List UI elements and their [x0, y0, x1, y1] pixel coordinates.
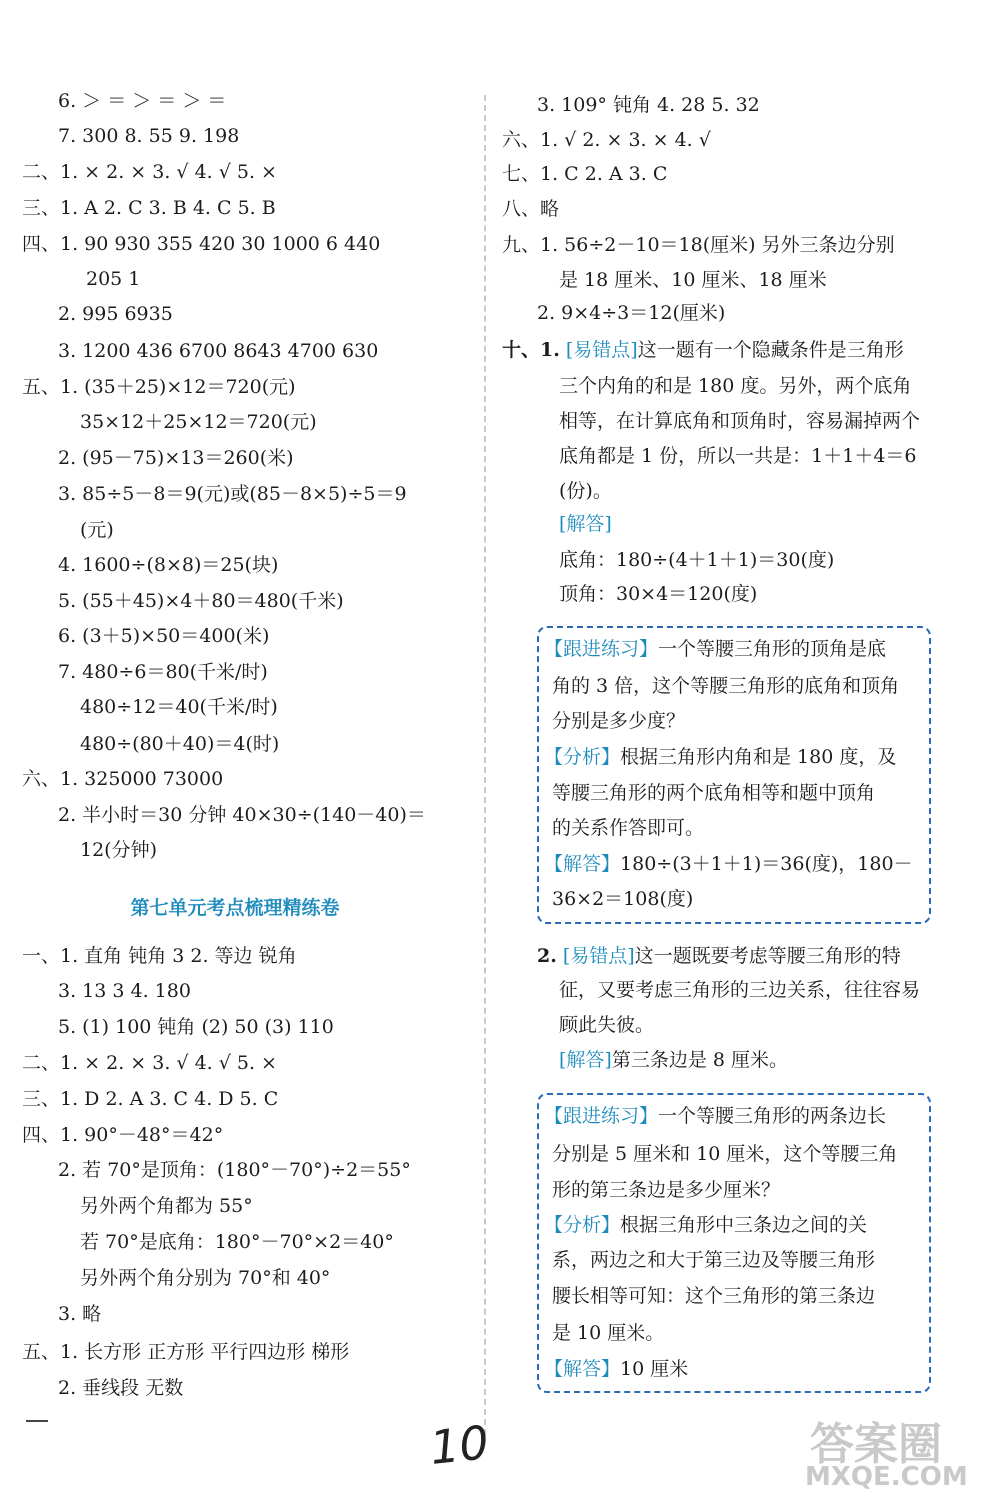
answer-line: 顶角：30×4＝120(度) [559, 583, 758, 605]
answer-line: 征，又要考虑三角形的三边关系，往往容易 [559, 979, 921, 1001]
answer-line: 五、1. 长方形 正方形 平行四边形 梯形 [22, 1341, 350, 1363]
answer-line: 5. (1) 100 钝角 (2) 50 (3) 110 [58, 1016, 334, 1038]
answer-line: 3. 略 [58, 1303, 102, 1325]
box-line: 形的第三条边是多少厘米？ [552, 1179, 781, 1201]
answer-line: 12(分钟) [80, 839, 158, 861]
answer-line: 八、略 [502, 198, 560, 220]
answer-line: 六、1. √ 2. × 3. × 4. √ [502, 129, 711, 151]
answer-line: 是 18 厘米、10 厘米、18 厘米 [559, 269, 827, 291]
answer-line: 2. 995 6935 [58, 303, 173, 325]
answer-line: 顾此失彼。 [559, 1014, 655, 1036]
answer-line: 相等，在计算底角和顶角时，容易漏掉两个 [559, 410, 921, 432]
box-line: 【分析】根据三角形内角和是 180 度，及 [544, 746, 897, 768]
box-line: 分别是 5 厘米和 10 厘米，这个等腰三角 [552, 1143, 898, 1165]
answer-line: 一、1. 直角 钝角 3 2. 等边 锐角 [22, 945, 297, 967]
box-line: 【分析】根据三角形中三条边之间的关 [544, 1214, 868, 1236]
answer-line: 480÷12＝40(千米/时) [80, 696, 278, 718]
answer-line: 7. 480÷6＝80(千米/时) [58, 661, 268, 683]
answer-line: 底角都是 1 份，所以一共是：1＋1＋4＝6 [559, 445, 917, 467]
box-line: 【解答】180÷(3＋1＋1)＝36(度)，180－ [544, 853, 913, 875]
answer-line: 二、1. × 2. × 3. √ 4. √ 5. × [22, 161, 277, 183]
answer-line: 四、1. 90 930 355 420 30 1000 6 440 [22, 233, 381, 255]
answer-line: 4. 1600÷(8×8)＝25(块) [58, 554, 279, 576]
answer-line: 6. ＞ ＝ ＞ ＝ ＞ ＝ [58, 90, 227, 112]
answer-line: 5. (55＋45)×4＋80＝480(千米) [58, 590, 344, 612]
answer-line: 205 1 [86, 268, 141, 290]
box-line: 【解答】10 厘米 [544, 1358, 689, 1380]
answer-line: (份)。 [559, 480, 612, 502]
answer-line: 底角：180÷(4＋1＋1)＝30(度) [559, 549, 835, 571]
answer-line: 3. 85÷5－8＝9(元)或(85－8×5)÷5＝9 [58, 483, 407, 505]
answer-line: 2. 半小时＝30 分钟 40×30÷(140－40)＝ [58, 804, 426, 826]
column-divider [484, 95, 486, 1435]
answer-line: 35×12＋25×12＝720(元) [80, 411, 317, 433]
answer-line: 480÷(80＋40)＝4(时) [80, 733, 280, 755]
box-line: 36×2＝108(度) [552, 888, 694, 910]
section-heading: 第七单元考点梳理精练卷 [130, 897, 340, 919]
answer-line: 2. (95－75)×13＝260(米) [58, 447, 294, 469]
error-point-tag: [易错点] [565, 339, 638, 361]
box-line: 是 10 厘米。 [552, 1322, 665, 1344]
answer-line: 2. 若 70°是顶角：(180°－70°)÷2＝55° [58, 1159, 411, 1181]
box-line: 分别是多少度？ [552, 710, 686, 732]
box-line: 的关系作答即可。 [552, 817, 705, 839]
box-line: 等腰三角形的两个底角相等和题中顶角 [552, 782, 876, 804]
watermark-url: MXQE.COM [805, 1462, 968, 1492]
answer-line: 6. (3＋5)×50＝400(米) [58, 625, 270, 647]
answer-line: 2. 9×4÷3＝12(厘米) [537, 302, 726, 324]
answer-line: 三、1. D 2. A 3. C 4. D 5. C [22, 1088, 279, 1110]
box-line: 【跟进练习】一个等腰三角形的两条边长 [544, 1105, 887, 1127]
answer-line: 3. 1200 436 6700 8643 4700 630 [58, 340, 379, 362]
answer-line: 7. 300 8. 55 9. 198 [58, 125, 240, 147]
answer-line: 3. 109° 钝角 4. 28 5. 32 [537, 94, 760, 116]
box-line: 【跟进练习】一个等腰三角形的顶角是底 [544, 638, 887, 660]
follow-up-box [537, 626, 931, 924]
answer-line: 二、1. × 2. × 3. √ 4. √ 5. × [22, 1052, 277, 1074]
answer-line: 六、1. 325000 73000 [22, 768, 224, 790]
answer-line: 四、1. 90°－48°＝42° [22, 1124, 224, 1146]
answer-line: 另外两个角分别为 70°和 40° [80, 1267, 331, 1289]
answer-line: 三个内角的和是 180 度。另外，两个底角 [559, 375, 912, 397]
answer-line: 十、1. [易错点]这一题有一个隐藏条件是三角形 [502, 339, 904, 361]
answer-line: 七、1. C 2. A 3. C [502, 163, 668, 185]
answer-line: 若 70°是底角：180°－70°×2＝40° [80, 1231, 394, 1253]
answer-line: (元) [80, 519, 114, 541]
answer-line: 九、1. 56÷2－10＝18(厘米) 另外三条边分别 [502, 234, 895, 256]
answer-line: 2. 垂线段 无数 [58, 1377, 184, 1399]
answer-line: 另外两个角都为 55° [80, 1195, 253, 1217]
box-line: 腰长相等可知：这个三角形的第三条边 [552, 1285, 876, 1307]
answer-line: 三、1. A 2. C 3. B 4. C 5. B [22, 197, 276, 219]
solution-tag: [解答] [559, 513, 612, 535]
answer-line: 2. [易错点]这一题既要考虑等腰三角形的特 [537, 945, 901, 967]
follow-up-box [537, 1093, 931, 1393]
watermark-logo: 答案圈 [810, 1419, 942, 1470]
corner-mark [26, 1420, 48, 1422]
page-number: 10 [427, 1415, 492, 1475]
answer-line: 五、1. (35＋25)×12＝720(元) [22, 376, 296, 398]
box-line: 角的 3 倍，这个等腰三角形的底角和顶角 [552, 675, 900, 697]
answer-line: 3. 13 3 4. 180 [58, 980, 191, 1002]
answer-line: [解答]第三条边是 8 厘米。 [559, 1049, 788, 1071]
box-line: 系，两边之和大于第三边及等腰三角形 [552, 1249, 876, 1271]
